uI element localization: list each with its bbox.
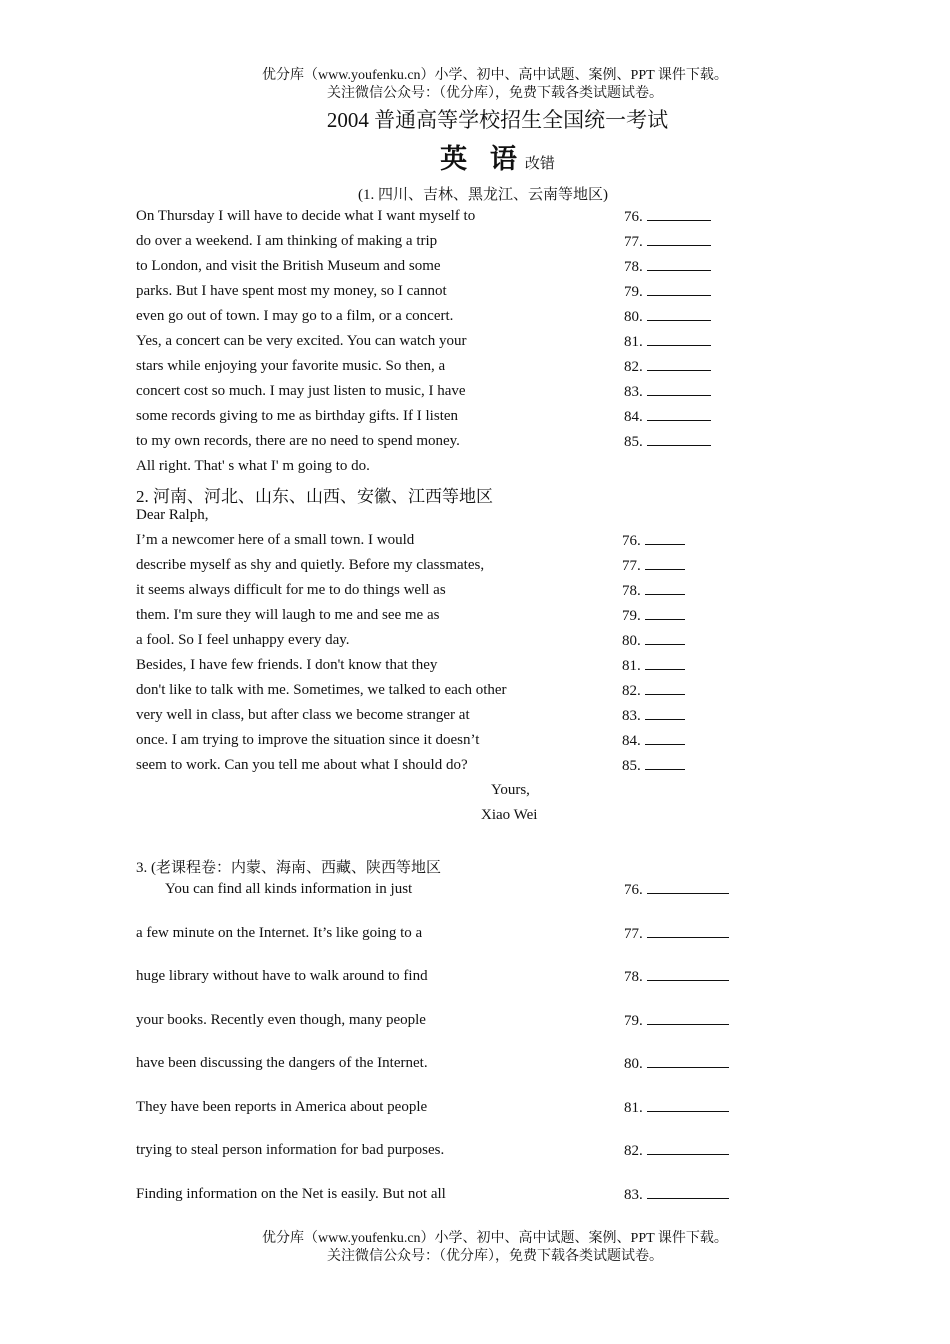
answer-blank[interactable] (624, 333, 711, 351)
answer-number: 84. (622, 733, 641, 749)
answer-blank[interactable] (622, 682, 685, 700)
answer-blank[interactable] (624, 1142, 729, 1160)
answer-blank[interactable] (624, 881, 729, 899)
section1-line: concert cost so much. I may just listen to music, I have (136, 383, 466, 399)
answer-blank[interactable] (622, 532, 685, 550)
answer-underline (647, 1142, 729, 1155)
section3-line: You can find all kinds information in just (165, 881, 413, 897)
answer-number: 85. (622, 758, 641, 774)
section3-line: huge library without have to walk around to find (136, 968, 428, 984)
answer-underline (647, 968, 729, 981)
subject-suffix: 改错 (524, 156, 555, 172)
section1-line: to London, and visit the British Museum and some (136, 258, 441, 274)
answer-number: 83. (624, 384, 643, 400)
answer-number: 76. (624, 882, 643, 898)
answer-blank[interactable] (622, 757, 685, 775)
section2-line: I’m a newcomer here of a small town. I would (136, 532, 415, 548)
answer-blank[interactable] (622, 732, 685, 750)
answer-blank[interactable] (622, 657, 685, 675)
answer-number: 78. (624, 969, 643, 985)
subject-label: 英 语 (440, 144, 525, 174)
answer-underline (645, 732, 685, 745)
footer-line-2: 关注微信公众号：（优分库），免费下载各类试题试卷。 (327, 1249, 663, 1264)
answer-blank[interactable] (624, 208, 711, 226)
answer-blank[interactable] (624, 1055, 729, 1073)
answer-blank[interactable] (624, 1099, 729, 1117)
answer-number: 81. (622, 658, 641, 674)
answer-number: 83. (624, 1187, 643, 1203)
answer-underline (645, 557, 685, 570)
section1-line: parks. But I have spent most my money, so I cannot (136, 283, 447, 299)
section2-line: seem to work. Can you tell me about what I should do? (136, 757, 468, 773)
answer-underline (647, 258, 711, 271)
section1-line: do over a weekend. I am thinking of making a trip (136, 233, 438, 249)
section1-heading: (1. 四川、吉林、黑龙江、云南等地区) (358, 187, 608, 203)
section2-line: very well in class, but after class we become stranger at (136, 707, 470, 723)
answer-underline (645, 632, 685, 645)
answer-underline (647, 383, 711, 396)
section2-heading: 2. 河南、河北、山东、山西、安徽、江西等地区 (136, 487, 493, 506)
answer-underline (645, 607, 685, 620)
answer-underline (645, 682, 685, 695)
footer-line-1: 优分库（www.youfenku.cn）小学、初中、高中试题、案例、PPT 课件下载。 (262, 1231, 728, 1246)
letter-signature: Xiao Wei (481, 807, 538, 823)
answer-underline (647, 925, 729, 938)
answer-number: 83. (622, 708, 641, 724)
letter-closing: Yours, (491, 782, 530, 798)
answer-blank[interactable] (624, 283, 711, 301)
answer-number: 77. (622, 558, 641, 574)
section2-greeting: Dear Ralph, (136, 507, 209, 523)
answer-blank[interactable] (624, 308, 711, 326)
answer-blank[interactable] (624, 433, 711, 451)
answer-blank[interactable] (624, 968, 729, 986)
answer-number: 79. (622, 608, 641, 624)
answer-blank[interactable] (624, 358, 711, 376)
section2-line: Besides, I have few friends. I don't know that they (136, 657, 438, 673)
answer-number: 79. (624, 1013, 643, 1029)
answer-blank[interactable] (624, 258, 711, 276)
answer-blank[interactable] (622, 632, 685, 650)
section2-line: it seems always difficult for me to do things well as (136, 582, 446, 598)
section2-line: describe myself as shy and quietly. Before my classmates, (136, 557, 485, 573)
answer-blank[interactable] (624, 233, 711, 251)
section3-line: your books. Recently even though, many people (136, 1012, 426, 1028)
section3-line: Finding information on the Net is easily. But not all (136, 1186, 446, 1202)
answer-number: 84. (624, 409, 643, 425)
answer-number: 85. (624, 434, 643, 450)
section3-line: trying to steal person information for bad purposes. (136, 1142, 445, 1158)
answer-number: 78. (622, 583, 641, 599)
section2-line: them. I'm sure they will laugh to me and see me as (136, 607, 440, 623)
answer-number: 77. (624, 926, 643, 942)
header-line-2: 关注微信公众号：（优分库），免费下载各类试题试卷。 (327, 86, 663, 101)
section1-line: to my own records, there are no need to spend money. (136, 433, 460, 449)
answer-number: 80. (624, 1056, 643, 1072)
answer-blank[interactable] (622, 582, 685, 600)
answer-underline (645, 707, 685, 720)
header-line-1: 优分库（www.youfenku.cn）小学、初中、高中试题、案例、PPT 课件下载。 (262, 68, 728, 83)
answer-underline (645, 532, 685, 545)
answer-number: 76. (622, 533, 641, 549)
answer-blank[interactable] (624, 925, 729, 943)
answer-underline (645, 657, 685, 670)
answer-underline (647, 333, 711, 346)
section1-line: Yes, a concert can be very excited. You can watch your (136, 333, 467, 349)
answer-number: 81. (624, 1100, 643, 1116)
answer-underline (647, 433, 711, 446)
subject-heading (0, 137, 950, 176)
answer-number: 82. (624, 1143, 643, 1159)
section3-line: have been discussing the dangers of the Internet. (136, 1055, 428, 1071)
answer-underline (647, 208, 711, 221)
answer-number: 78. (624, 259, 643, 275)
answer-number: 81. (624, 334, 643, 350)
answer-underline (645, 582, 685, 595)
answer-blank[interactable] (622, 607, 685, 625)
answer-underline (647, 1186, 729, 1199)
section2-line: don't like to talk with me. Sometimes, we talked to each other (136, 682, 507, 698)
answer-number: 79. (624, 284, 643, 300)
answer-number: 76. (624, 209, 643, 225)
answer-blank[interactable] (622, 557, 685, 575)
section2-line: once. I am trying to improve the situation since it doesn’t (136, 732, 480, 748)
section1-line: some records giving to me as birthday gifts. If I listen (136, 408, 459, 424)
answer-blank[interactable] (622, 707, 685, 725)
answer-number: 77. (624, 234, 643, 250)
answer-number: 80. (622, 633, 641, 649)
answer-underline (647, 358, 711, 371)
answer-underline (647, 308, 711, 321)
answer-underline (647, 233, 711, 246)
section1-line: stars while enjoying your favorite music. So then, a (136, 358, 446, 374)
answer-number: 80. (624, 309, 643, 325)
answer-underline (647, 283, 711, 296)
answer-underline (647, 408, 711, 421)
section3-heading: 3. (老课程卷：内蒙、海南、西藏、陕西等地区 (136, 860, 441, 876)
answer-blank[interactable] (624, 383, 711, 401)
section1-line: All right. That' s what I' m going to do. (136, 458, 370, 474)
page-title: 2004 普通高等学校招生全国统一考试 (326, 108, 669, 132)
answer-number: 82. (624, 359, 643, 375)
answer-blank[interactable] (624, 408, 711, 426)
answer-underline (647, 1099, 729, 1112)
section3-line: a few minute on the Internet. It’s like going to a (136, 925, 423, 941)
answer-blank[interactable] (624, 1186, 729, 1204)
answer-underline (647, 881, 729, 894)
answer-underline (645, 757, 685, 770)
answer-blank[interactable] (624, 1012, 729, 1030)
section3-line: They have been reports in America about people (136, 1099, 428, 1115)
answer-underline (647, 1012, 729, 1025)
section2-line: a fool. So I feel unhappy every day. (136, 632, 350, 648)
answer-underline (647, 1055, 729, 1068)
answer-number: 82. (622, 683, 641, 699)
section1-line: even go out of town. I may go to a film, or a concert. (136, 308, 454, 324)
section1-line: On Thursday I will have to decide what I want myself to (136, 208, 476, 224)
